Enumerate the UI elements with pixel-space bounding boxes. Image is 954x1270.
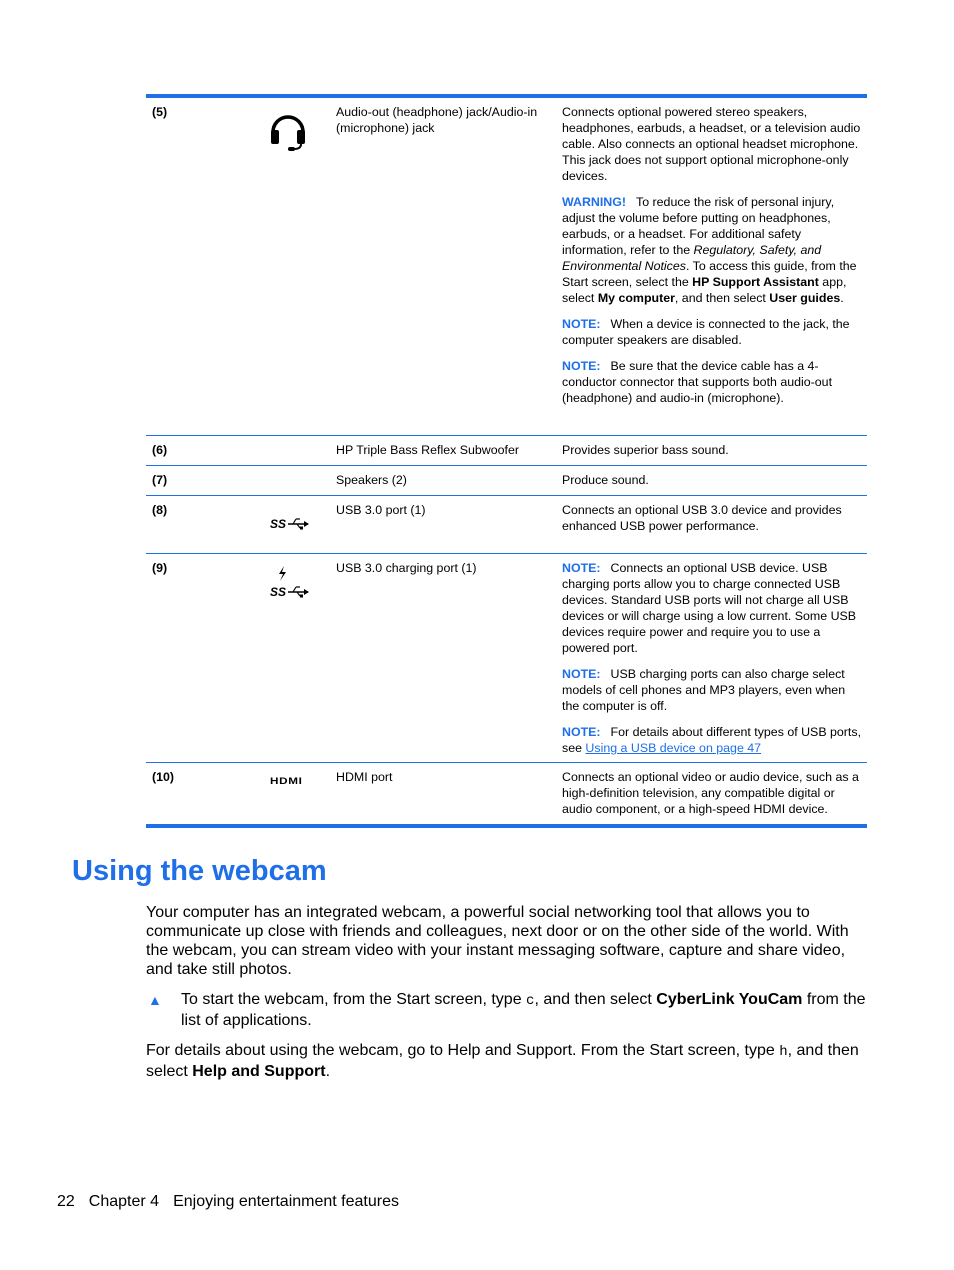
row-number: (9)	[152, 561, 168, 575]
page-number: 22	[57, 1193, 75, 1210]
component-description	[557, 98, 867, 435]
table-row	[146, 495, 867, 553]
note-block: NOTE: Connects an optional USB device. USB charging ports allow you to charge connected USB devices. Standard USB ports will not charge all USB devices or will charge using a low current. Some USB devices require power and require you to use a powered port.	[562, 561, 857, 655]
table-row	[146, 465, 867, 495]
row-number: (7)	[152, 473, 168, 487]
table-row	[146, 762, 867, 824]
component-description: Produce sound.	[562, 473, 649, 487]
component-description: Connects an optional USB 3.0 device and provides enhanced USB power performance.	[562, 503, 842, 533]
section-heading: Using the webcam	[72, 855, 327, 887]
component-name: USB 3.0 port (1)	[336, 503, 426, 517]
note-block: NOTE: USB charging ports can also charge select models of cell phones and MP3 players, even when the computer is off.	[562, 667, 846, 713]
note-label: NOTE:	[562, 725, 601, 739]
note-label: NOTE:	[562, 359, 601, 373]
usb-superspeed-icon	[270, 516, 310, 536]
components-table	[146, 94, 867, 828]
warning-label: WARNING!	[562, 195, 627, 209]
hdmi-icon: HDMI	[270, 776, 303, 786]
table-row	[146, 553, 867, 762]
triangle-bullet-icon: ▲	[148, 992, 162, 1008]
chapter-title: Enjoying entertainment features	[173, 1193, 399, 1210]
intro-paragraph: Your computer has an integrated webcam, a powerful social networking tool that allows you to communicate up close with friends and colleagues, next door or on the other side of the world. With the webcam, you can stream video with your instant messaging software, capture and share video, and take still photos.	[146, 904, 849, 978]
row-number: (10)	[152, 770, 175, 784]
row-number: (5)	[152, 105, 168, 119]
headphone-headset-icon	[268, 108, 308, 156]
warning-block: WARNING! To reduce the risk of personal injury, adjust the volume before putting on headphones, earbuds, or a headset. For additional safety information, refer to the Regulatory, Safety, and Environmental Notices. To access this guide, from the Start screen, select the HP Support Assistant app, select My computer, and then select User guides.	[562, 195, 857, 305]
note-block: NOTE: When a device is connected to the jack, the computer speakers are disabled.	[562, 317, 850, 347]
table-row	[146, 435, 867, 465]
note-block: NOTE: For details about different types of USB ports, see Using a USB device on page 47	[562, 725, 862, 755]
bullet-text: To start the webcam, from the Start screen, type c, and then select CyberLink YouCam from the list of applications.	[181, 991, 866, 1029]
component-description	[557, 554, 867, 762]
table-row	[146, 98, 867, 435]
chapter-label: Chapter 4	[88, 1193, 160, 1210]
component-name: HDMI port	[336, 770, 393, 784]
usb-charging-superspeed-icon	[270, 564, 310, 606]
description-text: Connects optional powered stereo speakers, headphones, earbuds, a headset, or a television audio cable. Also connects an optional headset microphone. This jack does not support optional microphone-only devices.	[562, 105, 861, 183]
row-number: (6)	[152, 443, 168, 457]
note-label: NOTE:	[562, 667, 601, 681]
component-name: Audio-out (headphone) jack/Audio-in (microphone) jack	[336, 105, 538, 135]
component-name: USB 3.0 charging port (1)	[336, 561, 477, 575]
help-paragraph: For details about using the webcam, go to Help and Support. From the Start screen, type h, and then select Help and Support.	[146, 1042, 859, 1080]
note-block: NOTE: Be sure that the device cable has a 4-conductor connector that supports both audio-out (headphone) and audio-in (microphone).	[562, 359, 833, 405]
component-name: Speakers (2)	[336, 473, 407, 487]
svg-text:SS: SS	[270, 517, 287, 531]
svg-text:SS: SS	[270, 585, 287, 599]
note-label: NOTE:	[562, 317, 601, 331]
note-label: NOTE:	[562, 561, 601, 575]
component-name: HP Triple Bass Reflex Subwoofer	[336, 443, 519, 457]
component-description: Provides superior bass sound.	[562, 443, 729, 457]
row-number: (8)	[152, 503, 168, 517]
page-footer	[57, 1192, 413, 1212]
component-description: Connects an optional video or audio device, such as a high-definition television, any compatible digital or audio component, or a high-speed HDMI device.	[562, 770, 859, 816]
usb-device-link[interactable]: Using a USB device on page 47	[585, 741, 762, 755]
